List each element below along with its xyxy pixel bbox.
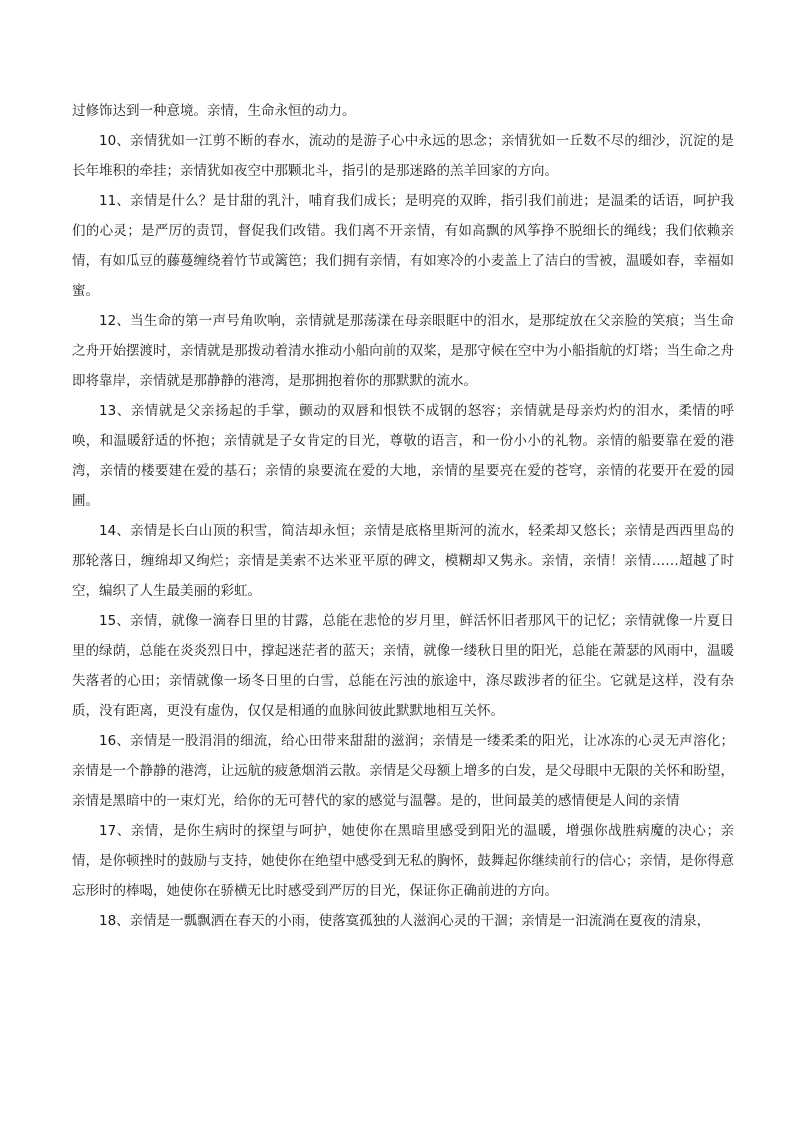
document-page [72, 96, 734, 936]
paragraph-14: 14、亲情是长白山顶的积雪，简洁却永恒；亲情是底格里斯河的流水，轻柔却又悠长；亲情是西西里岛的那轮落日，缠绵却又绚烂；亲情是美索不达米亚平原的碑文，模糊却又隽永。亲情，亲情！亲情……超越了时空，编织了人生最美丽的彩虹。 [72, 523, 734, 599]
paragraph-13: 13、亲情就是父亲扬起的手掌，颤动的双唇和恨铁不成钢的怒容；亲情就是母亲灼灼的泪水，柔情的呼唤，和温暖舒适的怀抱；亲情就是子女肯定的目光，尊敬的语言，和一份小小的礼物。亲情的船要靠在爱的港湾，亲情的楼要建在爱的基石；亲情的泉要流在爱的大地，亲情的星要亮在爱的苍穹，亲情的花要开在爱的园圃。 [72, 403, 734, 509]
paragraph-11: 11、亲情是什么？是甘甜的乳汁，哺育我们成长；是明亮的双眸，指引我们前进；是温柔的话语，呵护我们的心灵；是严厉的责罚，督促我们改错。我们离不开亲情，有如高飘的风筝挣不脱细长的绳线；我们依赖亲情，有如瓜豆的藤蔓缠绕着竹节或篱笆；我们拥有亲情，有如寒冷的小麦盖上了洁白的雪被，温暖如春，幸福如蜜。 [72, 193, 734, 299]
paragraph-17: 17、亲情，是你生病时的探望与呵护，她使你在黑暗里感受到阳光的温暖，增强你战胜病魔的决心；亲情，是你顿挫时的鼓励与支持，她使你在绝望中感受到无私的胸怀，鼓舞起你继续前行的信心；亲情，是你得意忘形时的棒喝，她使你在骄横无比时感受到严厉的目光，保证你正确前进的方向。 [72, 823, 734, 899]
paragraph-12: 12、当生命的第一声号角吹响，亲情就是那荡漾在母亲眼眶中的泪水，是那绽放在父亲脸的笑痕；当生命之舟开始摆渡时，亲情就是那拨动着清水推动小船向前的双桨，是那守候在空中为小船指航的灯塔；当生命之舟即将靠岸，亲情就是那静静的港湾，是那拥抱着你的那默默的流水。 [72, 313, 734, 389]
paragraph-continuation: 过修饰达到一种意境。亲情，生命永恒的动力。 [72, 103, 356, 119]
paragraph-10: 10、亲情犹如一江剪不断的春水，流动的是游子心中永远的思念；亲情犹如一丘数不尽的细沙，沉淀的是长年堆积的牵挂；亲情犹如夜空中那颗北斗，指引的是那迷路的羔羊回家的方向。 [72, 133, 734, 179]
paragraph-15: 15、亲情，就像一滴春日里的甘露，总能在悲怆的岁月里，鲜活怀旧者那风干的记忆；亲情就像一片夏日里的绿荫，总能在炎炎烈日中，撑起迷茫者的蓝天；亲情，就像一缕秋日里的阳光，总能在萧瑟的风雨中，温暖失落者的心田；亲情就像一场冬日里的白雪，总能在污浊的旅途中，涤尽跋涉者的征尘。它就是这样，没有杂质，没有距离，更没有虚伪，仅仅是相通的血脉间彼此默默地相互关怀。 [72, 613, 734, 719]
paragraph-18: 18、亲情是一瓢飘洒在春天的小雨，使落寞孤独的人滋润心灵的干涸；亲情是一汩流淌在夏夜的清泉， [99, 913, 711, 929]
paragraph-16: 16、亲情是一股涓涓的细流，给心田带来甜甜的滋润；亲情是一缕柔柔的阳光，让冰冻的心灵无声溶化；亲情是一个静静的港湾，让远航的疲惫烟消云散。亲情是父母额上增多的白发，是父母眼中无限的关怀和盼望，亲情是黑暗中的一束灯光，给你的无可替代的家的感觉与温馨。是的，世间最美的感情便是人间的亲情 [72, 733, 734, 809]
